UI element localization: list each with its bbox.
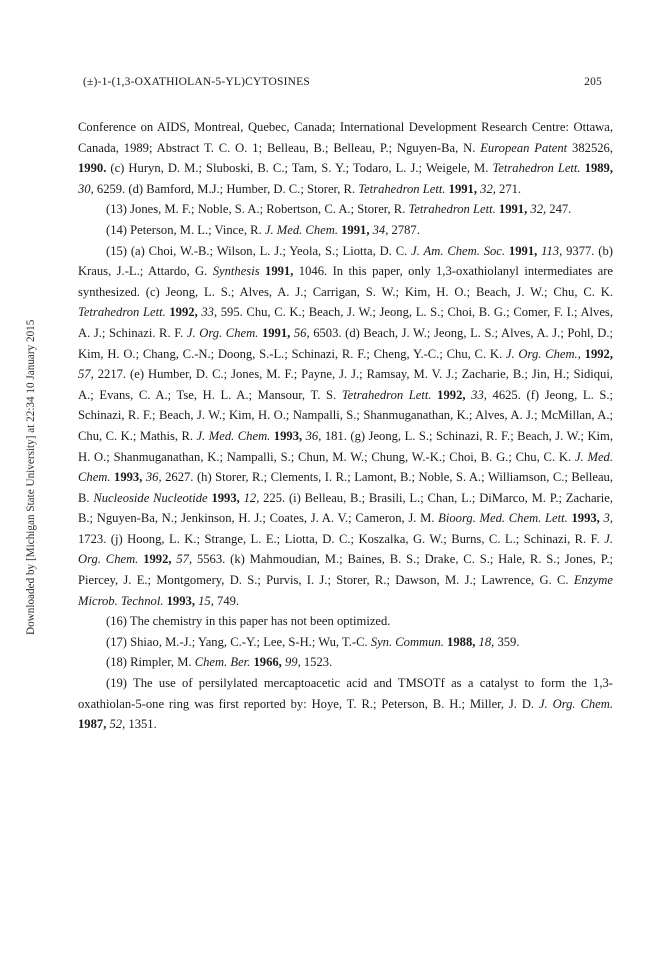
reference-text-segment: J. Med. Chem.: [196, 428, 271, 443]
reference-text-segment: 359.: [494, 634, 520, 649]
reference-text-segment: 52,: [109, 717, 126, 732]
reference-text-segment: 5563. (k) Mahmoudian, M.; Baines, B. S.; Drake, C. S.; Hale, R. S.; Jones, P.; Piercey, J. E.; Montgomery, D. S.; Purvis, I. J.; Storer, R.; Dawson, M. J.; Lawrence, G. C.: [78, 552, 614, 588]
reference-text-segment: 2627. (h) Storer, R.; Clements, I. R.; Lamont, B.; Noble, S. A.; Williamson, C.; Belleau, B.: [78, 470, 613, 505]
running-header: [83, 76, 602, 94]
reference-text-segment: 1351.: [125, 717, 157, 732]
reference-text-segment: 1987,: [78, 717, 107, 732]
reference-text-segment: 56,: [293, 325, 310, 340]
reference-text-segment: 1993,: [571, 511, 600, 526]
reference-19: [78, 673, 613, 735]
reference-text-segment: 1993,: [273, 428, 303, 443]
reference-15: [78, 241, 613, 612]
reference-18: [78, 652, 613, 673]
reference-list: [78, 117, 613, 735]
reference-text-segment: 32,: [530, 202, 547, 217]
reference-text-segment: J. Org. Chem.: [538, 696, 613, 711]
reference-text-segment: 6259. (d) Bamford, M.J.; Humber, D. C.; Storer, R.: [93, 181, 359, 196]
reference-text-segment: 2217. (e) Humber, D. C.; Jones, M. F.; Payne, J. J.; Ramsay, M. V. J.; Zacharie, B.; Jin, H.; Sidiqui, A.; Evans, C. A.; Tse, H. L. A.; Mansour, T. S.: [78, 367, 613, 402]
reference-text-segment: 1992,: [437, 387, 466, 402]
reference-12-continued: [78, 117, 613, 199]
reference-text-segment: 749.: [213, 593, 240, 608]
reference-text-segment: (c) Huryn, D. M.; Sluboski, B. C.; Tam, S. Y.; Todaro, L. J.; Weigele, M.: [106, 161, 493, 176]
reference-text-segment: J. Org. Chem.: [186, 325, 259, 340]
reference-text-segment: Synthesis: [212, 264, 260, 279]
reference-text-segment: Tetrahedron Lett.: [358, 181, 446, 196]
reference-text-segment: 9377. (b) Kraus, J.-L.; Attardo, G.: [78, 243, 613, 279]
reference-text-segment: 2787.: [388, 222, 420, 237]
reference-text-segment: (14) Peterson, M. L.; Vince, R.: [106, 222, 265, 237]
reference-text-segment: J. Med. Chem.: [78, 449, 613, 485]
reference-text-segment: 1991,: [261, 325, 291, 340]
reference-text-segment: (16) The chemistry in this paper has not been optimized.: [106, 614, 391, 629]
reference-text-segment: 181. (g) Jeong, L. S.; Schinazi, R. F.; Beach, J. W.; Kim, H. O.; Shanmuganathan, K.; Nampalli, S.; Chun, M. W.; Chung, W.-K.; Choi, B. G.; Chu, C. K.: [78, 428, 613, 464]
reference-text-segment: Tetrahedron Lett.: [78, 305, 166, 320]
reference-text-segment: 1991,: [448, 181, 477, 196]
reference-text-segment: 113,: [541, 243, 563, 258]
reference-text-segment: 3,: [603, 511, 613, 526]
download-watermark: Downloaded by [Michigan State University] at 22:34 10 January 2015: [25, 319, 37, 635]
reference-text-segment: J. Am. Chem. Soc.: [411, 243, 506, 258]
reference-text-segment: 1989,: [584, 161, 613, 176]
reference-text-segment: 4625. (f) Jeong, L. S.; Schinazi, R. F.; Beach, J. W.; Kim, H. O.; Nampalli, S.; Shanmuganathan, K.; Alves, A. J.; McMillan, A.; Chu, C. K.; Mathis, R.: [78, 387, 614, 443]
reference-text-segment: Enzyme Microb. Technol.: [78, 573, 613, 608]
reference-text-segment: 595. Chu, C. K.; Beach, J. W.; Jeong, L. S.; Choi, B. G.; Comer, F. I.; Alves, A. J.; Schinazi. R. F.: [78, 305, 613, 340]
reference-text-segment: Nucleoside Nucleotide: [93, 490, 208, 505]
reference-text-segment: 1991,: [265, 264, 294, 279]
reference-text-segment: Tetrahedron Lett.: [408, 202, 496, 217]
reference-text-segment: 33,: [201, 305, 218, 320]
reference-text-segment: (19) The use of persilylated mercaptoacetic acid and TMSOTf as a catalyst to form the 1,3-oxathiolan-5-one ring was first reported by: Hoye, T. R.; Peterson, B. H.; Miller, J. D.: [78, 676, 613, 711]
reference-text-segment: 57,: [78, 367, 94, 382]
reference-text-segment: 1723. (j) Hoong, L. K.; Strange, L. E.; Liotta, D. C.; Koszalka, G. W.; Burns, C. L.; Schinazi, R. F.: [78, 531, 605, 546]
reference-text-segment: Syn. Commun.: [370, 634, 444, 649]
reference-text-segment: J. Org. Chem.,: [505, 346, 581, 361]
reference-text-segment: 1046. In this paper, only 1,3-oxathiolanyl intermediates are synthesized. (c) Jeong, L. S.; Alves, A. J.; Carrigan, S. W.; Kim, H. O.; Beach, J. W.; Chu, C. K.: [78, 264, 613, 299]
reference-text-segment: 1966,: [253, 655, 282, 670]
reference-text-segment: 99,: [284, 655, 301, 670]
reference-17: [78, 632, 613, 653]
reference-text-segment: 1993,: [166, 593, 195, 608]
reference-text-segment: 1991,: [498, 202, 528, 217]
reference-text-segment: 382526,: [567, 140, 613, 155]
reference-text-segment: Bioorg. Med. Chem. Lett.: [438, 511, 568, 526]
reference-text-segment: 271.: [495, 181, 522, 196]
reference-text-segment: 1991,: [508, 243, 538, 258]
reference-text-segment: 36,: [145, 470, 162, 485]
reference-text-segment: 34,: [372, 222, 389, 237]
reference-text-segment: 18,: [478, 634, 495, 649]
running-title: (±)-1-(1,3-OXATHIOLAN-5-YL)CYTOSINES: [83, 76, 310, 88]
reference-text-segment: Chem. Ber.: [194, 655, 251, 670]
reference-text-segment: (15) (a) Choi, W.-B.; Wilson, L. J.; Yeola, S.; Liotta, D. C.: [106, 243, 412, 258]
reference-text-segment: Tetrahedron Lett.: [492, 161, 581, 176]
reference-text-segment: 32,: [480, 181, 496, 196]
reference-text-segment: 225. (i) Belleau, B.; Brasili, L.; Chan, L.; DiMarco, M. P.; Zacharie, B.; Nguyen-Ba, N.; Jenkinson, H. J.; Coates, J. A. V.; Cameron, J. M.: [78, 490, 613, 526]
reference-text-segment: 1992,: [169, 305, 198, 320]
reference-text-segment: 1523.: [300, 655, 333, 670]
reference-text-segment: 36,: [305, 428, 322, 443]
reference-text-segment: 30,: [78, 181, 94, 196]
reference-text-segment: 1988,: [447, 634, 476, 649]
reference-16: [78, 611, 613, 632]
reference-text-segment: 57,: [176, 552, 193, 567]
reference-text-segment: 6503. (d) Beach, J. W.; Jeong, L. S.; Alves, A. J.; Pohl, D.; Kim, H. O.; Chang, C.-N.; Doong, S.-L.; Schinazi, R. F.; Cheng, Y.-C.; Chu, C. K.: [78, 325, 613, 361]
reference-14: [78, 220, 613, 241]
reference-text-segment: 1993,: [211, 490, 240, 505]
reference-text-segment: J. Med. Chem.: [264, 222, 338, 237]
reference-text-segment: 1992,: [143, 552, 172, 567]
reference-text-segment: 15,: [198, 593, 214, 608]
reference-13: [78, 199, 613, 220]
reference-text-segment: 1992,: [584, 346, 613, 361]
reference-text-segment: 33,: [471, 387, 487, 402]
reference-text-segment: (13) Jones, M. F.; Noble, S. A.; Robertson, C. A.; Storer, R.: [106, 202, 409, 217]
reference-text-segment: 12,: [243, 490, 260, 505]
reference-text-segment: Conference on AIDS, Montreal, Quebec, Canada; International Development Research Centre: Ottawa, Canada, 1989; Abstract T. C. O. 1; Belleau, B.; Belleau, P.; Nguyen-Ba, N.: [78, 120, 613, 155]
reference-text-segment: European Patent: [480, 140, 568, 155]
page-number: 205: [584, 76, 602, 88]
reference-text-segment: J. Org. Chem.: [78, 531, 613, 567]
reference-text-segment: 247.: [546, 202, 572, 217]
reference-text-segment: 1990.: [78, 161, 107, 176]
reference-text-segment: Tetrahedron Lett.: [341, 387, 432, 402]
reference-text-segment: (18) Rimpler, M.: [106, 655, 195, 670]
reference-text-segment: 1991,: [341, 222, 370, 237]
reference-text-segment: 1993,: [114, 470, 143, 485]
reference-text-segment: (17) Shiao, M.-J.; Yang, C.-Y.; Lee, S-H.; Wu, T.-C.: [106, 634, 371, 649]
